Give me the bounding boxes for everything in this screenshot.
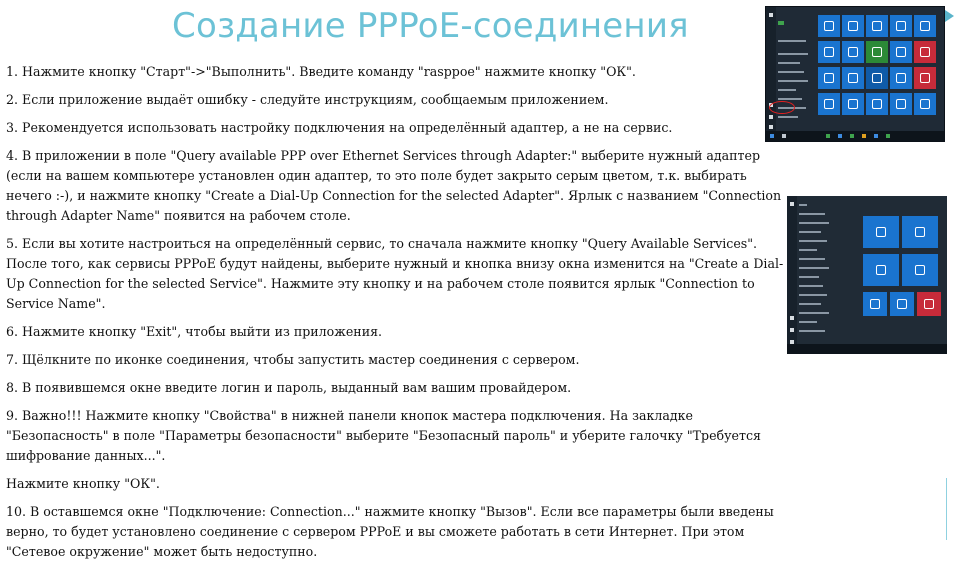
- app-icon: [890, 67, 912, 89]
- step-4: 4. В приложении в поле "Query available PPP over Ethernet Services through Adapter:" выберите нужный адаптер (если на вашем компьютере установлен один адаптер, то это поле будет закрыто серым цветом, т.к. выбирать нечего :-), и нажмите кнопку "Create a Dial-Up Connection for the selected Adapter". Ярлык с названием "Connection through Adapter Name" появится на рабочем столе.: [6, 148, 782, 223]
- step-8: 8. В появившемся окне введите логин и пароль, выданный вам вашим провайдером.: [6, 380, 572, 395]
- app-icon: [866, 67, 888, 89]
- step-5: 5. Если вы хотите настроиться на определённый сервис, то сначала нажмите кнопку "Query Available Services". После того, как сервисы PPPoE будут найдены, выберите нужный и кнопка внизу окна изменится на "Create a Dial-Up Connection for the selected Service". Нажмите эту кнопку и на рабочем столе появится ярлык "Connection to Service Name".: [6, 236, 784, 311]
- app-icon: [863, 254, 899, 286]
- step-9: 9. Важно!!! Нажмите кнопку "Свойства" в нижней панели кнопок мастера подключения. На закладке "Безопасность" в поле "Параметры безопасности" выберите "Безопасный пароль" и уберите галочку "Требуется шифрование данных...".: [6, 408, 761, 463]
- app-icon: [914, 15, 936, 37]
- app-icon: [902, 216, 938, 248]
- start-menu-screenshot-1: [765, 6, 945, 142]
- step-9-ok: Нажмите кнопку "ОК".: [6, 476, 160, 491]
- app-icon: [866, 93, 888, 115]
- page-title: Создание PPPoE-соединения: [172, 6, 689, 46]
- app-icon: [818, 93, 840, 115]
- app-icon: [914, 67, 936, 89]
- step-3: 3. Рекомендуется использовать настройку подключения на определённый адаптер, а не на сервис.: [6, 120, 673, 135]
- app-icon: [914, 41, 936, 63]
- step-1: 1. Нажмите кнопку "Старт"->"Выполнить". Введите команду "rasppoe" нажмите кнопку "ОК".: [6, 64, 636, 79]
- step-7: 7. Щёлкните по иконке соединения, чтобы запустить мастер соединения с сервером.: [6, 352, 580, 367]
- app-icon: [914, 93, 936, 115]
- taskbar: [787, 344, 947, 354]
- app-icon: [842, 67, 864, 89]
- app-icon: [902, 254, 938, 286]
- start-menu-screenshot-2: [787, 196, 947, 354]
- app-icon: [863, 292, 887, 316]
- instructions: [6, 62, 792, 570]
- app-icon: [917, 292, 941, 316]
- app-icon: [890, 292, 914, 316]
- play-icon: [945, 10, 954, 22]
- step-6: 6. Нажмите кнопку "Exit", чтобы выйти из приложения.: [6, 324, 383, 339]
- app-icon: [890, 15, 912, 37]
- step-2: 2. Если приложение выдаёт ошибку - следуйте инструкциям, сообщаемым приложением.: [6, 92, 609, 107]
- start-menu-sidebar: [787, 196, 797, 354]
- decorative-line: [946, 478, 947, 540]
- run-highlight: [769, 101, 795, 114]
- taskbar: [766, 131, 944, 141]
- app-icon: [818, 41, 840, 63]
- app-icon: [842, 15, 864, 37]
- app-icon: [863, 216, 899, 248]
- app-icon: [818, 67, 840, 89]
- app-icon: [890, 41, 912, 63]
- app-icon: [866, 41, 888, 63]
- app-icon: [818, 15, 840, 37]
- app-icon: [890, 93, 912, 115]
- start-menu-sidebar: [766, 7, 776, 141]
- app-icon: [842, 41, 864, 63]
- app-list: [799, 204, 833, 339]
- step-10: 10. В оставшемся окне "Подключение: Connection..." нажмите кнопку "Вызов". Если все параметры были введены верно, то будет установлено соединение с сервером PPPoE и вы сможете работать в сети Интернет. При этом "Сетевое окружение" может быть недоступно.: [6, 504, 774, 559]
- app-icon: [866, 15, 888, 37]
- app-icon: [842, 93, 864, 115]
